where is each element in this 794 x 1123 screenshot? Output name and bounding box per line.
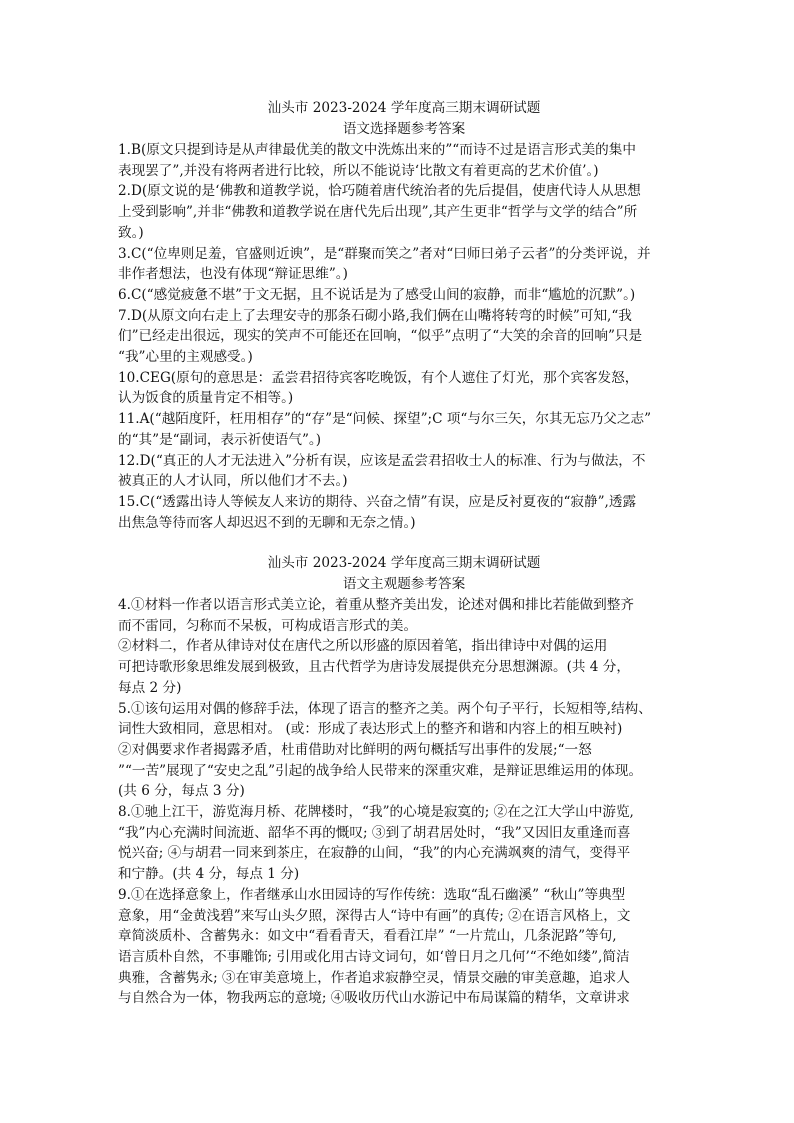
answer-item	[118, 595, 690, 699]
answer-list	[118, 140, 690, 533]
answer-line: 非作者想法，也没有体现“辩证思维”。)	[118, 266, 348, 283]
answer-line: “我”心里的主观感受。)	[118, 349, 253, 366]
answer-item	[118, 699, 690, 803]
answer-item	[118, 409, 690, 450]
answer-line: 而不雷同，匀称而不呆板，可构成语言形式的美。	[118, 617, 418, 634]
answer-line: 与自然合为一体，物我两忘的意境; ④吸收历代山水游记中布局谋篇的精华，文章讲求	[118, 990, 630, 1007]
answer-item	[118, 802, 690, 885]
answer-line: 3.C(“位卑则足羞，官盛则近谀”，是“群聚而笑之”者对“曰师曰弟子云者”的分类评说，并	[118, 245, 651, 262]
answer-line: 语言质朴自然，不事雕饰; 引用或化用古诗文词句，如‘曾日月之几何’“不绝如缕”,简洁	[118, 948, 630, 965]
answer-line: 4.①材料一作者以语言形式美立论，着重从整齐美出发，论述对偶和排比若能做到整齐	[118, 597, 634, 613]
answer-line: 出焦急等待而客人却迟迟不到的无聊和无奈之情。)	[118, 514, 416, 531]
section-subtitle: 语文选择题参考答案	[342, 121, 466, 137]
answer-line: 致。)	[118, 224, 144, 241]
answer-item	[118, 306, 690, 368]
answer-line: 7.D(从原文向右走上了去理安寺的那条石砌小路,我们俩在山嘴将转弯的时候”可知,“我	[118, 307, 632, 324]
answer-item	[118, 181, 690, 243]
answer-line: 2.D(原文说的是‘佛教和道教学说，恰巧随着唐代统治者的先后提倡，使唐代诗人从思想	[118, 183, 641, 200]
answer-line: 11.A(“越陌度阡，枉用相存”的“存”是“问候、探望”;C 项“与尔三矢，尔其无忘乃父之志”	[118, 411, 652, 428]
answer-line: ”“一苦”展现了“安史之乱”引起的战争给人民带来的深重灾难，是辩证思维运用的体现。	[118, 762, 643, 779]
answer-item	[118, 140, 690, 181]
answer-item	[118, 368, 690, 409]
answer-line: 词性大致相同，意思相对。 (或：形成了表达形式上的整齐和谐和内容上的相互映衬)	[118, 721, 623, 738]
answer-line: 悦兴奋; ④与胡君一同来到茶庄，在寂静的山间，“我”的内心充满飒爽的清气，变得平	[118, 845, 631, 862]
answer-line: 每点 2 分)	[118, 679, 182, 696]
answer-item	[118, 451, 690, 492]
answer-line: 1.B(原文只提到诗是从声律最优美的散文中洗炼出来的”“而诗不过是语言形式美的集中	[118, 142, 636, 158]
answer-item	[118, 285, 690, 306]
answer-list	[118, 595, 690, 1009]
answer-line: 认为饭食的质量肯定不相等。)	[118, 390, 294, 407]
answer-line: 章简淡质朴、含蓄隽永：如文中“看看青天，看看江岸” “一片荒山，几条泥路”等句,	[118, 928, 617, 945]
answer-line: “我”内心充满时间流逝、韶华不再的慨叹; ③到了胡君居处时，“我”又因旧友重逢而喜	[118, 824, 631, 841]
answer-item	[118, 885, 690, 1009]
answer-item	[118, 492, 690, 533]
answer-line: 15.C(“透露出诗人等候友人来访的期待、兴奋之情”有误，应是反衬夏夜的“寂静”,透露	[118, 493, 637, 510]
answer-line: 意象，用“金黄浅碧”来写山头夕照，深得古人“诗中有画”的真传; ②在语言风格上，文	[118, 907, 631, 924]
answer-line: 上受到影响”,并非“佛教和道教学说在唐代先后出现”,其产生更非“哲学与文学的结合”所	[118, 204, 638, 221]
answer-line: 的“其”是“副词，表示祈使语气”。)	[118, 431, 322, 448]
subjective-answers-section	[118, 553, 690, 1009]
answer-line: 可把诗歌形象思维发展到极致，且古代哲学为唐诗发展提供充分思想渊源。(共 4 分，	[118, 659, 630, 676]
answer-line: 6.C(“感觉疲惫不堪”于文无据，且不说话是为了感受山间的寂静，而非“尴尬的沉默”。)	[118, 286, 636, 303]
answer-line: ②材料二，作者从律诗对仗在唐代之所以形盛的原因着笔，指出律诗中对偶的运用	[118, 638, 608, 655]
answer-line: 5.①该句运用对偶的修辞手法，体现了语言的整齐之美。两个句子平行，长短相等,结构、	[118, 700, 652, 717]
answer-line: 10.CEG(原句的意思是：孟尝君招待宾客吃晚饭，有个人遮住了灯光，那个宾客发怒，	[118, 369, 639, 386]
answer-line: 典雅，含蓄隽永; ③在审美意境上，作者追求寂静空灵，情景交融的审美意趣，追求人	[118, 969, 630, 986]
answer-line: 和宁静。(共 4 分，每点 1 分)	[118, 866, 300, 883]
answer-line: 被真正的人才认同，所以他们才不去。)	[118, 473, 348, 490]
answer-line: (共 6 分，每点 3 分)	[118, 783, 245, 800]
objective-answers-section	[118, 98, 690, 533]
answer-line: 9.①在选择意象上，作者继承山水田园诗的写作传统：选取“乱石幽溪” “秋山”等典型	[118, 886, 626, 903]
section-title: 汕头市 2023-2024 学年度高三期末调研试题	[267, 555, 541, 571]
answer-line: ②对偶要求作者揭露矛盾，杜甫借助对比鲜明的两句概括写出事件的发展;“一怒	[118, 741, 592, 758]
answer-line: 12.D(“真正的人才无法进入”分析有误，应该是孟尝君招收士人的标准、行为与做法，不	[118, 452, 646, 469]
answer-line: 们”已经走出很远，现实的笑声不可能还在回响，“似乎”点明了“大笑的余音的回响”只是	[118, 328, 643, 345]
answer-line: 表现罢了”,并没有将两者进行比较，所以不能说诗‘比散文有着更高的艺术价值’。)	[118, 162, 599, 179]
section-subtitle: 语文主观题参考答案	[342, 576, 466, 592]
answer-item	[118, 244, 690, 285]
answer-line: 8.①驰上江干，游览海月桥、花牌楼时，“我”的心境是寂寞的; ②在之江大学山中游览,	[118, 804, 634, 821]
section-title: 汕头市 2023-2024 学年度高三期末调研试题	[267, 100, 541, 116]
